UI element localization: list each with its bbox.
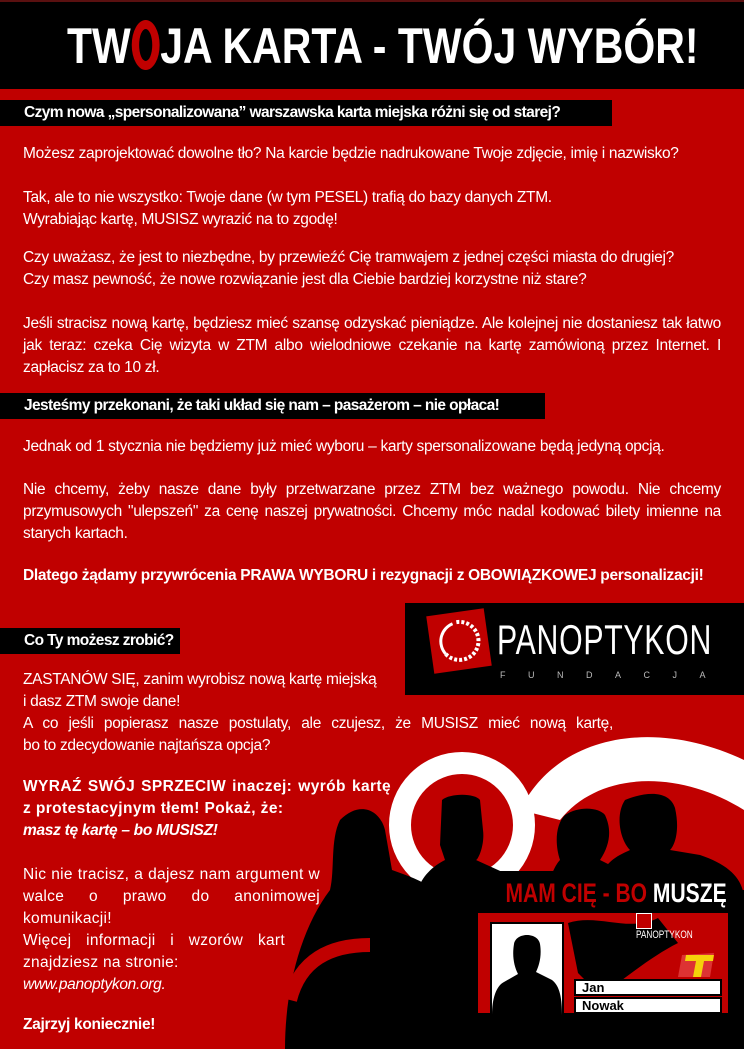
paragraph-lost-card: Jeśli stracisz nową kartę, będziesz mieć szansę odzyskać pieniądze. Ale kolejnej nie dostaniesz tak łatwo jak teraz: czeka Cię wizyta w ZTM albo wielodniowe czekanie na kartę zamówioną przez Internet. I zapłacisz za to 10 zł. xyxy=(23,315,721,376)
logo-name: PANOPTYKON xyxy=(497,616,712,663)
paragraph-demand: Dlatego żądamy przywrócenia PRAWA WYBORU i rezygnacji z OBOWIĄZKOWEJ personalizacji! xyxy=(23,567,704,584)
section-heading-2: Jesteśmy przekonani, że taki układ się nam – pasażerom – nie opłaca! xyxy=(0,393,545,419)
first-name-field: Jan xyxy=(574,979,722,996)
paragraph-beneficial: Czy masz pewność, że nowe rozwiązanie jest dla Ciebie bardziej korzystne niż stare? xyxy=(23,271,587,288)
paragraph-design: Możesz zaprojektować dowolne tło? Na karcie będzie nadrukowane Twoje zdjęcie, imię i nazwisko? xyxy=(23,145,679,162)
panoptykon-emblem-icon xyxy=(426,608,492,674)
last-name-field: Nowak xyxy=(574,997,722,1014)
title-part-1: TW xyxy=(66,18,131,74)
paragraph-support-line2: bo to zdecydowanie najtańsza opcja? xyxy=(23,737,271,754)
logo-subtitle: FUNDACJA xyxy=(500,670,729,680)
card-header xyxy=(478,873,728,913)
paragraph-support-line1: A co jeśli popierasz nasze postulaty, ale czujesz, że MUSISZ mieć nową kartę, xyxy=(23,715,613,732)
ztm-logo-icon xyxy=(678,951,714,977)
paragraph-protest: WYRAŹ SWÓJ SPRZECIW inaczej: wyrób kartę z protestacyjnym tłem! Pokaż, że: xyxy=(23,778,391,817)
id-card xyxy=(476,871,730,1026)
section-heading-3: Co Ty możesz zrobić? xyxy=(0,628,180,654)
paragraph-consent: Wyrabiając kartę, MUSISZ wyrazić na to zgodę! xyxy=(23,211,338,228)
card-title-red: MAM CIĘ - BO xyxy=(505,878,648,908)
paragraph-more-info: Więcej informacji i wzorów kart znajdziesz na stronie: xyxy=(23,932,285,971)
card-logo-text: PANOPTYKON xyxy=(636,929,693,941)
paragraph-no-processing: Nie chcemy, żeby nasze dane były przetwarzane przez ZTM bez ważnego powodu. Nie chcemy przymusowych "ulepszeń" za cenę naszej prywatności. Chcemy móc nadal kodować bilety imienne na starych kartach. xyxy=(23,481,721,542)
paragraph-necessary: Czy uważasz, że jest to niezbędne, by przewieźć Cię tramwajem z jednej części miasta do drugiej? xyxy=(23,249,674,266)
paragraph-data-ztm: Tak, ale to nie wszystko: Twoje dane (w tym PESEL) trafią do bazy danych ZTM. xyxy=(23,189,552,206)
card-panoptykon-logo xyxy=(636,913,728,941)
title-part-2: JA KARTA - TWÓJ WYBÓR! xyxy=(160,18,699,74)
paragraph-must: masz tę kartę – bo MUSISZ! xyxy=(23,822,218,839)
paragraph-visit: Zajrzyj koniecznie! xyxy=(23,1016,156,1033)
card-title xyxy=(505,876,727,910)
card-title-white: MUSZĘ xyxy=(652,878,727,908)
paragraph-think-line2: i dasz ZTM swoje dane! xyxy=(23,693,181,710)
paragraph-nothing-to-lose: Nic nie tracisz, a dajesz nam argument w walce o prawo do anonimowej komunikacji! xyxy=(23,866,320,927)
person-silhouette-icon xyxy=(490,922,564,1017)
section-heading-1: Czym nowa „spersonalizowana” warszawska karta miejska różni się od starej? xyxy=(0,100,612,126)
paragraph-think-line1: ZASTANÓW SIĘ, zanim wyrobisz nową kartę miejską xyxy=(23,671,377,688)
mini-emblem-icon xyxy=(636,913,652,929)
website-link[interactable]: www.panoptykon.org. xyxy=(23,976,166,993)
paragraph-january: Jednak od 1 stycznia nie będziemy już mieć wyboru – karty spersonalizowane będą jedyną opcją. xyxy=(23,438,665,455)
